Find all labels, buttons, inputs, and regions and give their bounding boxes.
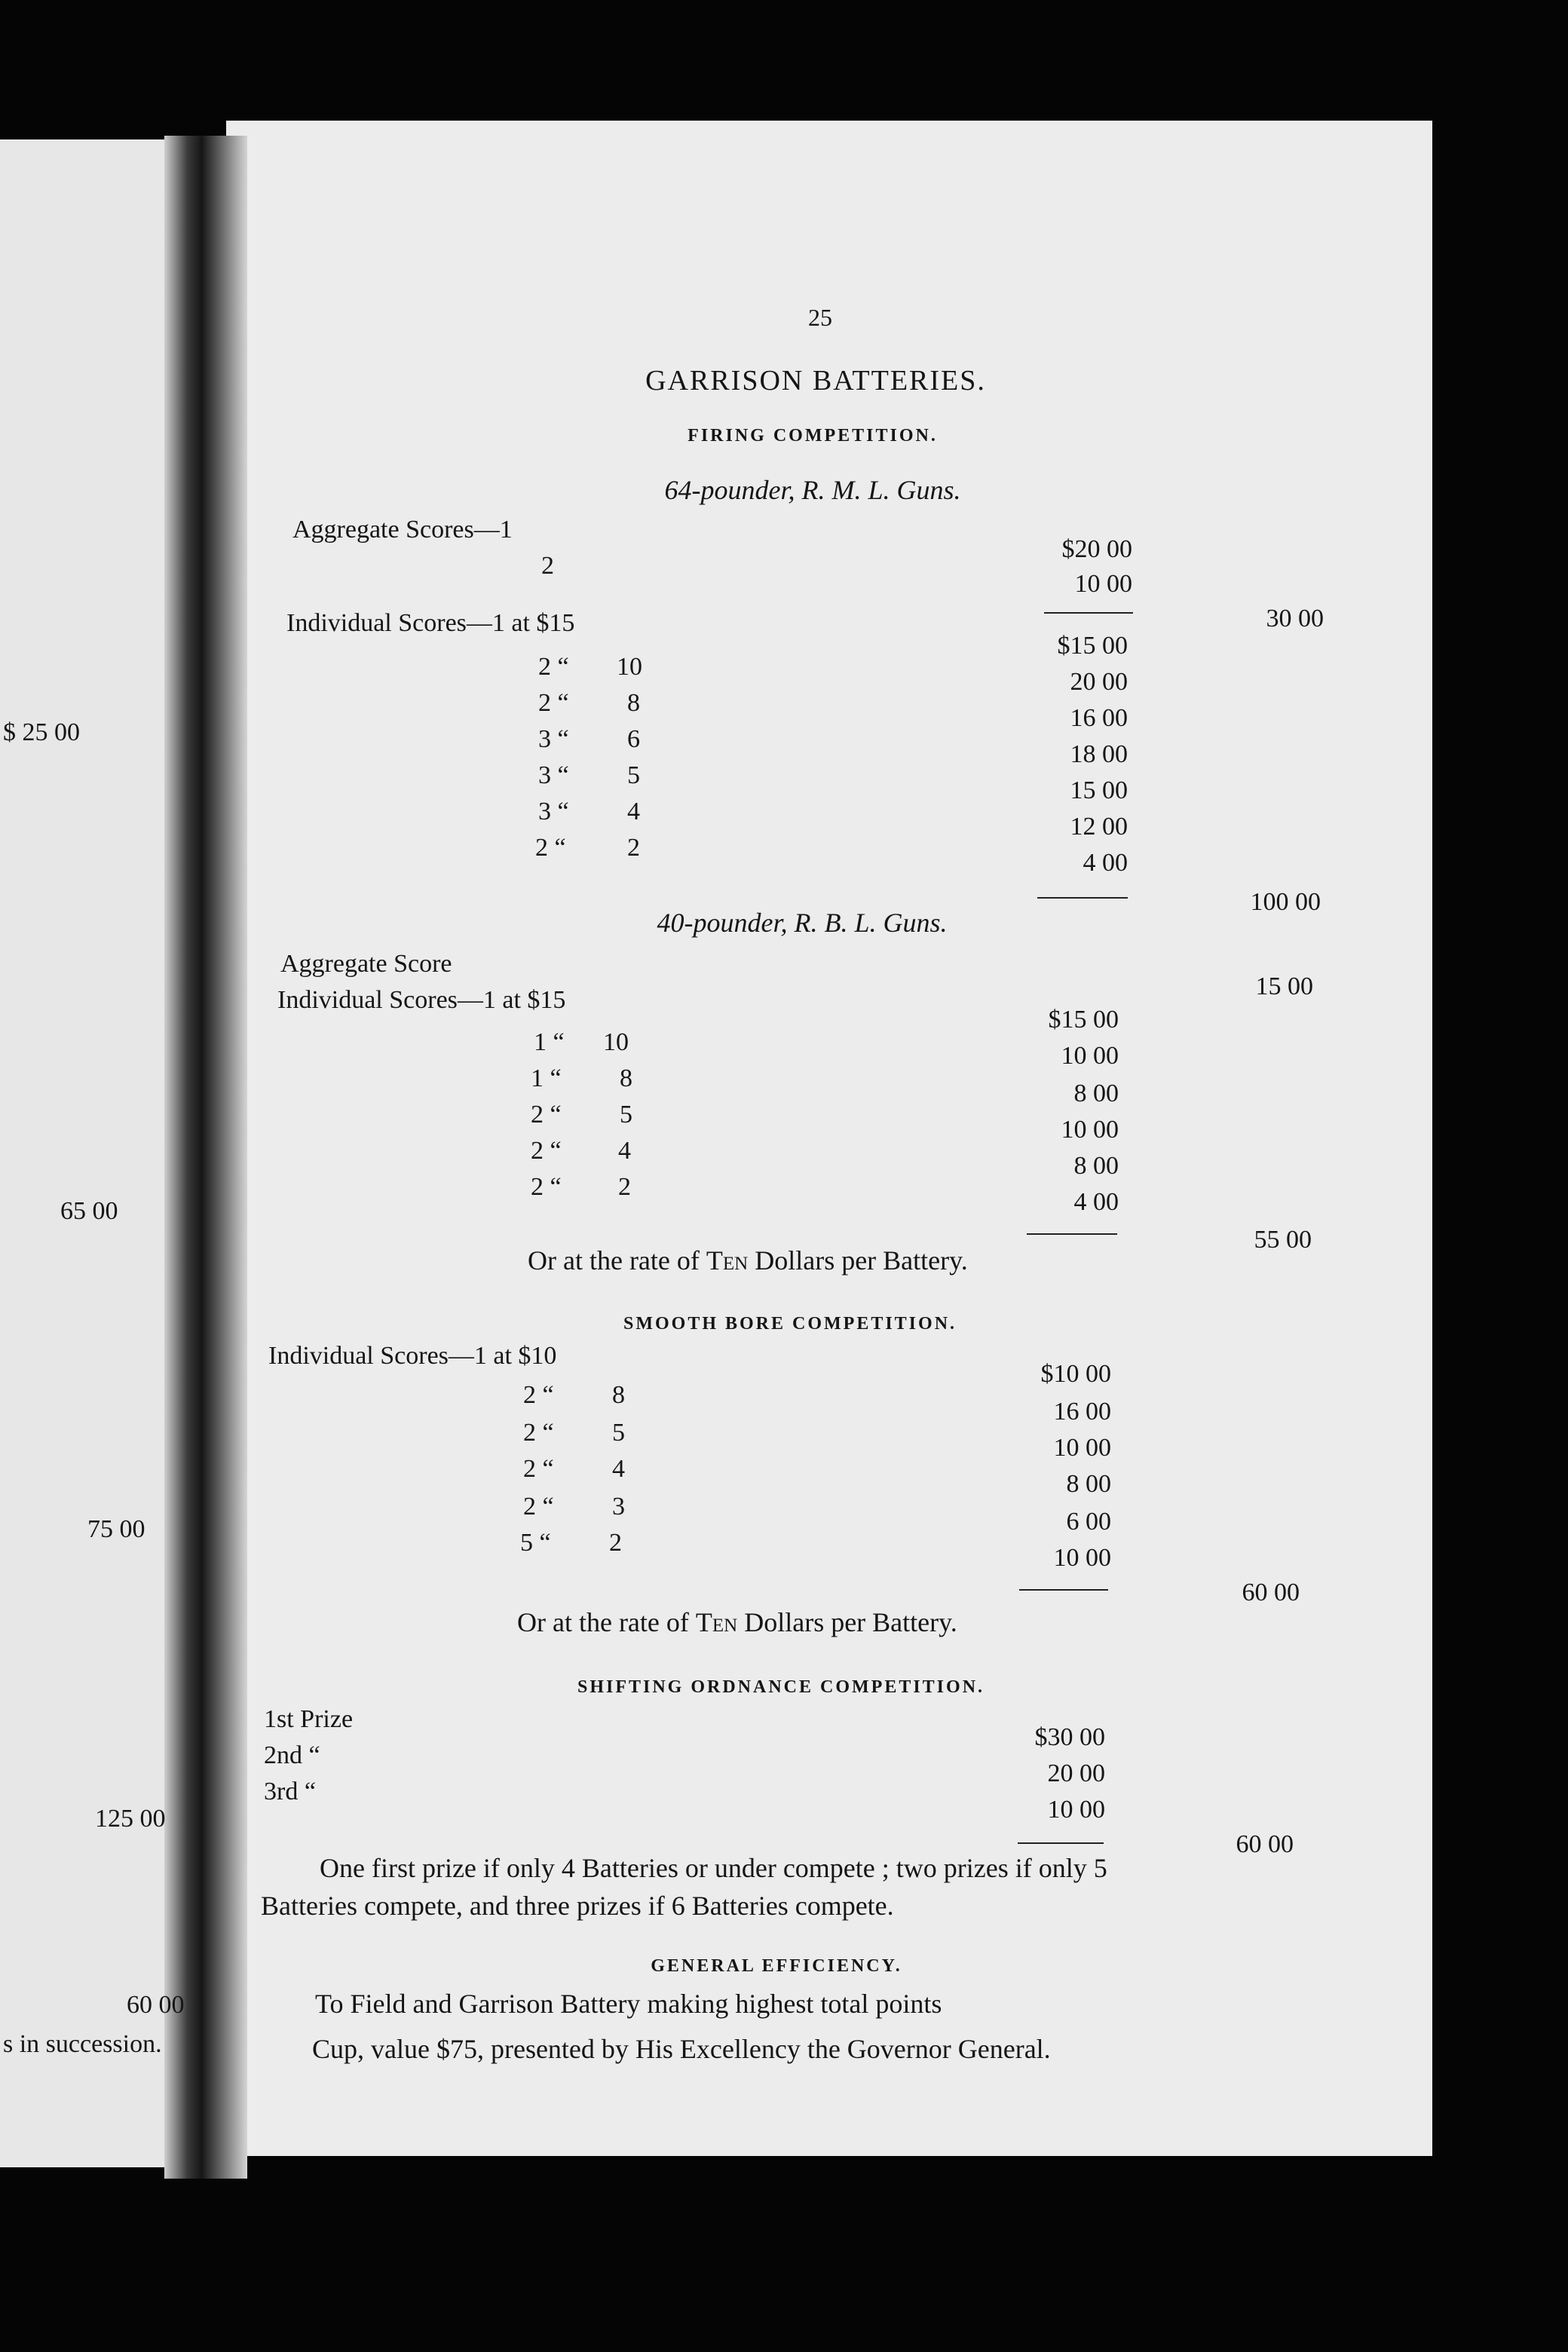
left-amount: 65 00 — [60, 1197, 118, 1225]
amount: 10 00 — [1047, 1796, 1105, 1824]
leader-dots — [694, 614, 1025, 640]
row-at: 8 — [612, 1381, 625, 1409]
leader-dots — [694, 838, 1010, 864]
gun64-individual-label: Individual Scores—1 at $15 — [286, 609, 575, 637]
leader-dots — [656, 1069, 995, 1095]
total: 30 00 — [1266, 605, 1324, 632]
row-count: 2 “ — [531, 1137, 562, 1165]
amount: 20 00 — [1070, 668, 1128, 696]
leader-dots — [648, 1533, 972, 1559]
leader-dots — [694, 1178, 995, 1203]
amount: 16 00 — [1070, 704, 1128, 732]
amount: 15 00 — [1070, 776, 1128, 804]
total: 60 00 — [1236, 1830, 1294, 1858]
leader-dots — [678, 1497, 1003, 1523]
left-amount: $ 25 00 — [3, 718, 80, 746]
leader-dots — [614, 556, 1006, 582]
row-count: 3 “ — [538, 761, 569, 789]
row-at: 5 — [612, 1419, 625, 1447]
general-line1: To Field and Garrison Battery making highest total points — [315, 1989, 942, 2019]
row-at: 5 — [627, 761, 640, 789]
leader-dots — [663, 730, 1006, 755]
amount: 16 00 — [1053, 1398, 1111, 1426]
subtotal-rule — [1027, 1233, 1117, 1235]
gun64-subheading: 64-pounder, R. M. L. Guns. — [664, 475, 961, 505]
row-at: 10 — [617, 653, 642, 681]
row-count: 2 “ — [535, 834, 566, 862]
amount: 10 00 — [1061, 1042, 1119, 1070]
leader-dots — [678, 1423, 1003, 1449]
row-at: 6 — [627, 725, 640, 753]
leader-dots — [407, 1747, 980, 1773]
amount: 8 00 — [1066, 1470, 1111, 1498]
row-at: 4 — [612, 1455, 625, 1483]
row-count: 2 “ — [523, 1381, 554, 1409]
leader-dots — [746, 1105, 995, 1131]
amount: 10 00 — [1061, 1116, 1119, 1144]
subtotal-rule — [1044, 612, 1133, 614]
row-at: 2 — [618, 1173, 631, 1201]
total: 60 00 — [1242, 1579, 1300, 1606]
gun40-aggregate-label: Aggregate Score — [280, 950, 452, 978]
leader-dots — [671, 657, 1003, 683]
row-at: 8 — [620, 1064, 632, 1092]
page-title: GARRISON BATTERIES. — [645, 365, 986, 397]
row-count: 3 “ — [538, 798, 569, 825]
amount: $15 00 — [1048, 1006, 1119, 1034]
left-amount: 60 00 — [127, 1991, 185, 2019]
amount: 4 00 — [1083, 849, 1128, 877]
leader-dots — [694, 1033, 995, 1058]
leader-dots — [678, 1348, 1003, 1374]
leader-dots — [648, 1387, 980, 1413]
leader-dots — [584, 520, 1037, 546]
row-count: 5 “ — [520, 1529, 551, 1557]
page-gutter — [164, 136, 247, 2179]
gun64-aggregate-label: Aggregate Scores—1 — [292, 516, 513, 544]
row-at: 5 — [620, 1101, 632, 1129]
row-count: 2 “ — [523, 1419, 554, 1447]
row-count: 3 “ — [538, 725, 569, 753]
amount: 4 00 — [1073, 1188, 1119, 1216]
subtotal-rule — [1019, 1589, 1108, 1591]
leader-dots — [697, 694, 1006, 719]
row-count: 1 “ — [534, 1028, 565, 1056]
row-count: 2 “ — [531, 1101, 562, 1129]
smooth-rate-note: Or at the rate of Ten Dollars per Battery. — [517, 1607, 957, 1637]
amount: 10 00 — [1074, 570, 1132, 598]
subtotal-rule — [1018, 1842, 1104, 1844]
amount: 6 00 — [1066, 1508, 1111, 1536]
row-count: 2 “ — [523, 1493, 554, 1521]
amount: $20 00 — [1061, 535, 1132, 563]
amount: 20 00 — [1047, 1759, 1105, 1787]
leader-dots — [663, 802, 995, 828]
leader-dots — [648, 1459, 965, 1485]
page-number: 25 — [808, 304, 832, 331]
left-footer-fragment: s in succession. — [3, 2030, 162, 2058]
amount: $30 00 — [1034, 1723, 1105, 1751]
shifting-heading: SHIFTING ORDNANCE COMPETITION. — [577, 1677, 985, 1697]
prize-label: 1st Prize — [264, 1705, 354, 1733]
amount: 10 00 — [1053, 1544, 1111, 1572]
left-amount: 125 00 — [95, 1805, 166, 1833]
leader-dots — [377, 1784, 1003, 1809]
leader-dots — [697, 766, 1006, 792]
gun40-rate-note: Or at the rate of Ten Dollars per Battery. — [528, 1245, 968, 1276]
leader-dots — [513, 954, 1010, 980]
amount: 18 00 — [1070, 740, 1128, 768]
gun40-subheading: 40-pounder, R. B. L. Guns. — [657, 908, 948, 938]
prize-label: 2nd “ — [264, 1741, 320, 1769]
leader-dots — [656, 1141, 980, 1167]
smooth-individual-label: Individual Scores—1 at $10 — [268, 1342, 557, 1370]
total: 55 00 — [1254, 1226, 1312, 1254]
general-line2: Cup, value $75, presented by His Excellency the Governor General. — [312, 2034, 1051, 2064]
row-at: 2 — [627, 834, 640, 862]
amount: 8 00 — [1073, 1152, 1119, 1180]
row-number: 2 — [541, 552, 554, 580]
row-count: 2 “ — [538, 689, 569, 717]
shifting-note-line2: Batteries compete, and three prizes if 6 Batteries compete. — [261, 1891, 894, 1921]
total: 15 00 — [1255, 972, 1313, 1000]
gun40-individual-label: Individual Scores—1 at $15 — [277, 986, 566, 1014]
amount: 12 00 — [1070, 813, 1128, 841]
amount: $10 00 — [1040, 1360, 1111, 1388]
smooth-bore-heading: SMOOTH BORE COMPETITION. — [623, 1314, 957, 1334]
leader-dots — [377, 1711, 1003, 1737]
row-count: 2 “ — [538, 653, 569, 681]
subtotal-rule — [1037, 897, 1128, 899]
row-at: 4 — [627, 798, 640, 825]
leader-dots — [663, 992, 995, 1018]
amount: 8 00 — [1073, 1080, 1119, 1107]
row-at: 2 — [609, 1529, 622, 1557]
row-at: 4 — [618, 1137, 631, 1165]
amount: $15 00 — [1057, 632, 1128, 660]
amount: 10 00 — [1053, 1434, 1111, 1462]
general-heading: GENERAL EFFICIENCY. — [651, 1956, 902, 1976]
row-at: 10 — [603, 1028, 629, 1056]
row-count: 2 “ — [531, 1173, 562, 1201]
row-at: 3 — [612, 1493, 625, 1521]
row-count: 1 “ — [531, 1064, 562, 1092]
left-amount: 75 00 — [87, 1515, 145, 1543]
shifting-note-line1: One first prize if only 4 Batteries or under compete ; two prizes if only 5 — [320, 1853, 1107, 1883]
firing-heading: FIRING COMPETITION. — [688, 426, 938, 446]
total: 100 00 — [1250, 888, 1321, 916]
prize-label: 3rd “ — [264, 1778, 316, 1805]
row-count: 2 “ — [523, 1455, 554, 1483]
row-at: 8 — [627, 689, 640, 717]
